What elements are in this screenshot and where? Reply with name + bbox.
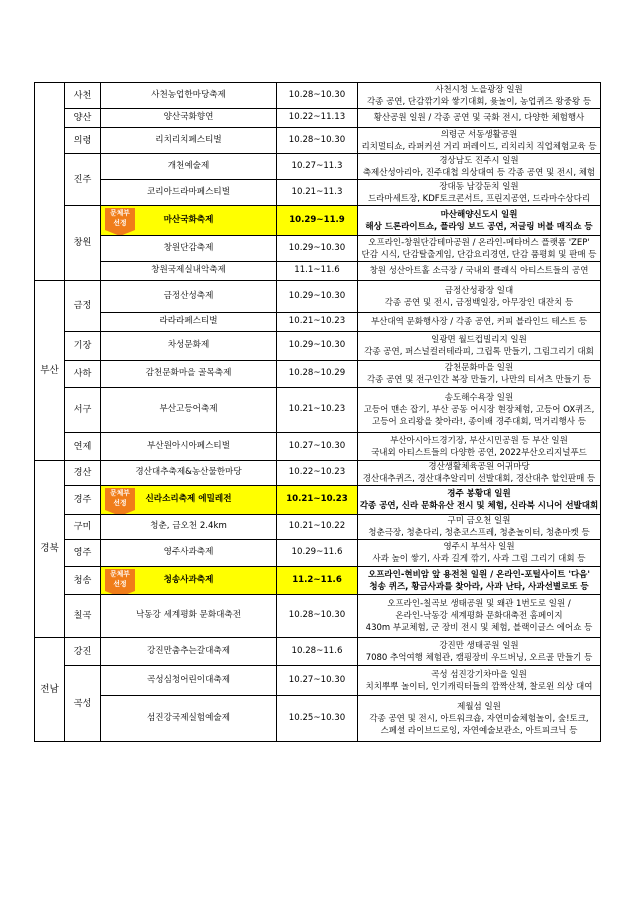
description-line: 각종 공연, 단감깎기와 쌓기대회, 윷놀이, 농업퀴즈 왕중왕 등 xyxy=(366,96,592,107)
festival-description xyxy=(358,515,601,540)
description-line: 7080 추억여행 체험관, 캠핑장비 우드버닝, 오르골 만들기 등 xyxy=(365,652,593,663)
description-line: 청춘극장, 청춘다리, 청춘코스프레, 청춘놀이터, 청춘마켓 등 xyxy=(368,528,590,538)
city-label: 진주 xyxy=(73,173,92,185)
festival-description xyxy=(358,313,601,332)
city-cell xyxy=(65,332,101,361)
description-line: 송도해수욕장 일원 xyxy=(444,393,514,403)
region-cell xyxy=(35,83,65,281)
festival-date: 10.29~11.9 xyxy=(277,206,358,236)
city-label: 서구 xyxy=(73,404,92,416)
festival-name-cell xyxy=(101,666,277,696)
festival-name: 감천문화마을 골목축제 xyxy=(145,368,232,379)
description-line: 드라마세트장, KDF토크콘서트, 프린지공연, 드라마수상다리 xyxy=(367,193,591,204)
festival-name: 영주사과축제 xyxy=(163,547,214,558)
description-line: 구미 금오천 일원 xyxy=(447,516,511,526)
table-row xyxy=(35,236,601,262)
festival-name: 부산고등어축제 xyxy=(159,404,218,415)
festival-name: 부산원아시아페스티벌 xyxy=(146,440,231,451)
table-row xyxy=(35,109,601,128)
description-line: 오프라인-현비암 앞 용전천 일원 / 온라인-포털사이트 '다음' xyxy=(368,569,590,580)
description-line: 제월섬 일원 xyxy=(457,701,501,712)
festival-date: 10.27~11.3 xyxy=(277,154,358,180)
festival-name-cell xyxy=(101,128,277,154)
festival-description xyxy=(358,180,601,206)
festival-name-cell xyxy=(101,83,277,109)
table-row xyxy=(35,638,601,666)
table-row xyxy=(35,486,601,515)
description-line: 장대동 남강둔치 일원 xyxy=(439,181,519,192)
festival-date: 10.27~10.30 xyxy=(277,666,358,696)
region-cell xyxy=(35,638,65,742)
festival-description xyxy=(358,154,601,180)
description-line: 영주시 부석사 일원 xyxy=(443,542,515,552)
table-row xyxy=(35,313,601,332)
city-label: 칠곡 xyxy=(73,610,92,622)
city-label: 영주 xyxy=(73,547,92,559)
table-row xyxy=(35,567,601,595)
festival-description xyxy=(358,696,601,742)
festival-date: 10.21~10.23 xyxy=(277,388,358,433)
festival-name-cell xyxy=(101,461,277,486)
city-label: 연제 xyxy=(73,440,92,452)
badge-text: 문체부 xyxy=(110,570,130,578)
festival-date: 10.29~10.30 xyxy=(277,281,358,313)
description-line: 청송 퀴즈, 황금사과를 찾아라, 사과 난타, 사과선별로또 등 xyxy=(369,581,589,592)
table-row xyxy=(35,128,601,154)
festival-description xyxy=(358,461,601,486)
city-cell xyxy=(65,515,101,540)
festival-name-cell xyxy=(101,638,277,666)
festival-name-cell xyxy=(101,313,277,332)
city-cell xyxy=(65,281,101,332)
festival-date: 10.25~10.30 xyxy=(277,696,358,742)
description-line: 경상남도 진주시 일원 xyxy=(439,155,519,166)
description-line: 해상 드론라이트쇼, 플라잉 보드 공연, 저글링 버블 매직쇼 등 xyxy=(365,221,593,232)
table-row xyxy=(35,388,601,433)
description-line: 금정산성광장 일대 xyxy=(444,285,514,296)
description-line: 사과 높이 쌓기, 사과 길게 깎기, 사과 그림 그리기 대회 등 xyxy=(372,554,586,564)
city-cell xyxy=(65,361,101,388)
city-cell xyxy=(65,567,101,595)
festival-date: 10.29~10.30 xyxy=(277,236,358,262)
description-line: 오프라인-칠곡보 생태공원 및 왜관 1번도로 일원 / xyxy=(387,599,571,609)
description-line: 경주 봉황대 일원 xyxy=(447,489,511,499)
description-line: 마산해양신도시 일원 xyxy=(440,209,518,220)
description-line: 경산대추퀴즈, 경산대추알리미 선발대회, 경산대추 할인판매 등 xyxy=(362,474,596,484)
festival-description xyxy=(358,433,601,461)
festival-name-cell xyxy=(101,567,277,595)
city-cell xyxy=(65,486,101,515)
festival-name-cell xyxy=(101,388,277,433)
city-label: 곡성 xyxy=(73,697,92,709)
description-line: 각종 공연 및 전구인간 복장 만들기, 나만의 티셔츠 만들기 등 xyxy=(366,375,592,385)
festival-date: 10.22~11.13 xyxy=(277,109,358,128)
festival-name: 청송사과축제 xyxy=(163,574,214,585)
festival-name: 리치리치페스티벌 xyxy=(155,134,222,145)
selected-badge xyxy=(105,569,135,591)
festival-name: 강진만춤추는갈대축제 xyxy=(146,645,231,656)
festival-date: 10.22~10.23 xyxy=(277,461,358,486)
description-line: 황산공원 일원 / 각종 공연 및 국화 전시, 다양한 체험행사 xyxy=(373,113,585,123)
city-cell xyxy=(65,128,101,154)
festival-name: 섬진강국제실험예술제 xyxy=(146,712,231,723)
city-cell xyxy=(65,154,101,206)
city-label: 사천 xyxy=(73,89,92,101)
city-label: 의령 xyxy=(73,134,92,146)
festival-name-cell xyxy=(101,281,277,313)
city-cell xyxy=(65,109,101,128)
festival-description xyxy=(358,486,601,515)
festival-description xyxy=(358,262,601,281)
festival-name-cell xyxy=(101,262,277,281)
region-cell xyxy=(35,461,65,638)
festival-description xyxy=(358,361,601,388)
festival-date: 11.2~11.6 xyxy=(277,567,358,595)
festival-description xyxy=(358,236,601,262)
city-label: 사하 xyxy=(73,368,92,380)
table-row xyxy=(35,540,601,567)
region-cell xyxy=(35,281,65,461)
badge-text: 문체부 xyxy=(110,489,130,497)
table-row xyxy=(35,180,601,206)
description-line: 각종 공연 및 전시, 금정백일장, 아무장인 대잔치 등 xyxy=(384,297,574,308)
city-label: 기장 xyxy=(73,340,92,352)
festival-name: 곡성심청어린이대축제 xyxy=(146,674,231,685)
description-line: 부산아시아드경기장, 부산시민공원 등 부산 일원 xyxy=(390,435,568,446)
festival-date: 10.29~11.6 xyxy=(277,540,358,567)
city-cell xyxy=(65,461,101,486)
table-row xyxy=(35,666,601,696)
region-label: 경북 xyxy=(40,543,59,555)
description-line: 오프라인-창원단감테마공원 / 온라인-메타버스 플랫폼 'ZEP' xyxy=(368,237,590,248)
city-label: 금정 xyxy=(73,300,92,312)
description-line: 창원 성산아트홀 소극장 / 국내외 클래식 아티스트들의 공연 xyxy=(369,266,589,276)
city-cell xyxy=(65,638,101,666)
festival-name: 신라소리축제 에밀레전 xyxy=(145,494,232,505)
city-cell xyxy=(65,595,101,638)
selected-badge xyxy=(105,208,135,230)
festival-name-cell xyxy=(101,486,277,515)
description-line: 430m 부교체험, 군 장비 전시 및 체험, 블랙이글스 에어쇼 등 xyxy=(365,623,593,633)
badge-text: 선정 xyxy=(113,219,127,227)
table-row xyxy=(35,262,601,281)
festival-date: 10.28~10.29 xyxy=(277,361,358,388)
festival-date: 10.21~10.23 xyxy=(277,486,358,515)
description-line: 국내외 아티스트들의 다양한 공연, 2022부산오리지널푸드 xyxy=(371,447,587,458)
festival-name: 개천예술제 xyxy=(167,160,210,171)
festival-description xyxy=(358,281,601,313)
festival-name: 코리아드라마페스티벌 xyxy=(146,186,231,197)
festival-name: 차성문화제 xyxy=(167,340,210,351)
festival-description xyxy=(358,206,601,236)
festival-description xyxy=(358,332,601,361)
table-row xyxy=(35,206,601,236)
festival-name: 낙동강 세계평화 문화대축전 xyxy=(135,610,242,621)
festival-name-cell xyxy=(101,206,277,236)
festival-date: 10.21~10.23 xyxy=(277,313,358,332)
festival-description xyxy=(358,567,601,595)
festival-name-cell xyxy=(101,109,277,128)
festival-description xyxy=(358,666,601,696)
description-line: 경산생활체육공원 어귀마당 xyxy=(428,462,530,472)
region-label: 전남 xyxy=(40,683,59,695)
city-cell xyxy=(65,540,101,567)
festival-name-cell xyxy=(101,180,277,206)
table-row xyxy=(35,433,601,461)
city-cell xyxy=(65,206,101,281)
festival-description xyxy=(358,109,601,128)
description-line: 곡성 섬진강기차마을 일원 xyxy=(431,669,527,680)
description-line: 고등어 맨손 잡기, 부산 공동 어시장 현장체험, 고등어 OX퀴즈, xyxy=(363,405,595,415)
festival-description xyxy=(358,595,601,638)
table-row xyxy=(35,332,601,361)
table-row xyxy=(35,461,601,486)
festival-name: 창원국제실내악축제 xyxy=(151,265,226,276)
table-row xyxy=(35,595,601,638)
festival-name: 라라라페스티벌 xyxy=(159,316,218,327)
festival-description xyxy=(358,83,601,109)
region-label: 부산 xyxy=(40,364,59,376)
table-row xyxy=(35,281,601,313)
description-line: 사천시청 노을광장 일원 xyxy=(435,84,523,95)
description-line: 고등어 요리왕을 찾아라!, 종이배 경주대회, 먹거리행사 등 xyxy=(372,417,586,427)
badge-text: 선정 xyxy=(113,499,127,507)
festival-description xyxy=(358,128,601,154)
festival-name-cell xyxy=(101,540,277,567)
city-label: 청송 xyxy=(73,574,92,586)
table-row xyxy=(35,361,601,388)
badge-text: 문체부 xyxy=(110,209,130,217)
festival-name-cell xyxy=(101,154,277,180)
festival-table xyxy=(34,82,601,742)
description-line: 리치멀티쇼, 라퍼커션 거리 퍼레이드, 리치리치 직업체험교육 등 xyxy=(361,141,597,152)
selected-badge xyxy=(105,488,135,510)
festival-date: 10.21~10.22 xyxy=(277,515,358,540)
description-line: 축제산성아리아, 진주대첩 의상대여 등 각종 공연 및 전시, 체험 xyxy=(362,167,596,178)
festival-name-cell xyxy=(101,361,277,388)
description-line: 각종 공연, 퍼스널컬러테라피, 그립톡 만들기, 그림그리기 대회 xyxy=(364,347,594,357)
description-line: 일광면 월드컵빌리지 일원 xyxy=(431,335,527,345)
festival-description xyxy=(358,540,601,567)
city-label: 경주 xyxy=(73,494,92,506)
festival-name-cell xyxy=(101,515,277,540)
festival-name-cell xyxy=(101,433,277,461)
festival-name: 사천농업한마당축제 xyxy=(151,89,226,100)
city-cell xyxy=(65,433,101,461)
festival-description xyxy=(358,388,601,433)
description-line: 강진만 생태공원 일원 xyxy=(439,640,519,651)
festival-name: 마산국화축제 xyxy=(163,214,214,225)
city-label: 구미 xyxy=(73,521,92,533)
festival-description xyxy=(358,638,601,666)
description-line: 감천문화마을 일원 xyxy=(444,363,514,373)
description-line: 각종 공연 및 전시, 아트워크숍, 자연미술체험놀이, 숲!토크, xyxy=(369,713,589,724)
description-line: 치치뿌뿌 놀이터, 인기캐릭터들의 깜짝산책, 찰로윈 의상 대여 xyxy=(365,681,593,692)
festival-name: 경산대추축제&농산물한마당 xyxy=(135,467,242,478)
festival-name: 청춘, 금오천 2.4km xyxy=(150,521,227,532)
table-row xyxy=(35,154,601,180)
festival-date: 10.28~11.6 xyxy=(277,638,358,666)
table-row xyxy=(35,83,601,109)
festival-date: 10.28~10.30 xyxy=(277,83,358,109)
description-line: 의령군 서동생활공원 xyxy=(440,129,518,140)
city-label: 창원 xyxy=(73,237,92,249)
city-label: 경산 xyxy=(73,467,92,479)
festival-date: 10.29~10.30 xyxy=(277,332,358,361)
table-row xyxy=(35,515,601,540)
festival-name-cell xyxy=(101,332,277,361)
festival-date: 10.28~10.30 xyxy=(277,595,358,638)
description-line: 각종 공연, 신라 문화유산 전시 및 체험, 신라북 시니어 선발대회 xyxy=(359,501,599,511)
description-line: 스페셜 라이브드로잉, 자연예술보관소, 아트피크닉 등 xyxy=(380,725,578,736)
festival-name-cell xyxy=(101,236,277,262)
city-cell xyxy=(65,83,101,109)
description-line: 온라인-낙동강 세계평화 문화대축전 홈페이지 xyxy=(395,611,563,621)
festival-name: 창원단감축제 xyxy=(163,242,214,253)
festival-name: 금정산성축제 xyxy=(163,290,214,301)
table-row xyxy=(35,696,601,742)
badge-text: 선정 xyxy=(113,580,127,588)
description-line: 부산대역 문화행사장 / 각종 공연, 커피 블라인드 테스트 등 xyxy=(370,317,588,327)
city-label: 강진 xyxy=(73,645,92,657)
festival-name-cell xyxy=(101,595,277,638)
festival-date: 10.21~11.3 xyxy=(277,180,358,206)
festival-date: 10.28~10.30 xyxy=(277,128,358,154)
description-line: 단감 시식, 단감탈출게임, 단감요리경연, 단감 품평회 및 판매 등 xyxy=(361,249,597,260)
city-cell xyxy=(65,388,101,433)
festival-name: 양산국화향연 xyxy=(163,112,214,123)
festival-name-cell xyxy=(101,696,277,742)
city-label: 양산 xyxy=(73,112,92,124)
festival-date: 11.1~11.6 xyxy=(277,262,358,281)
city-cell xyxy=(65,666,101,742)
festival-date: 10.27~10.30 xyxy=(277,433,358,461)
